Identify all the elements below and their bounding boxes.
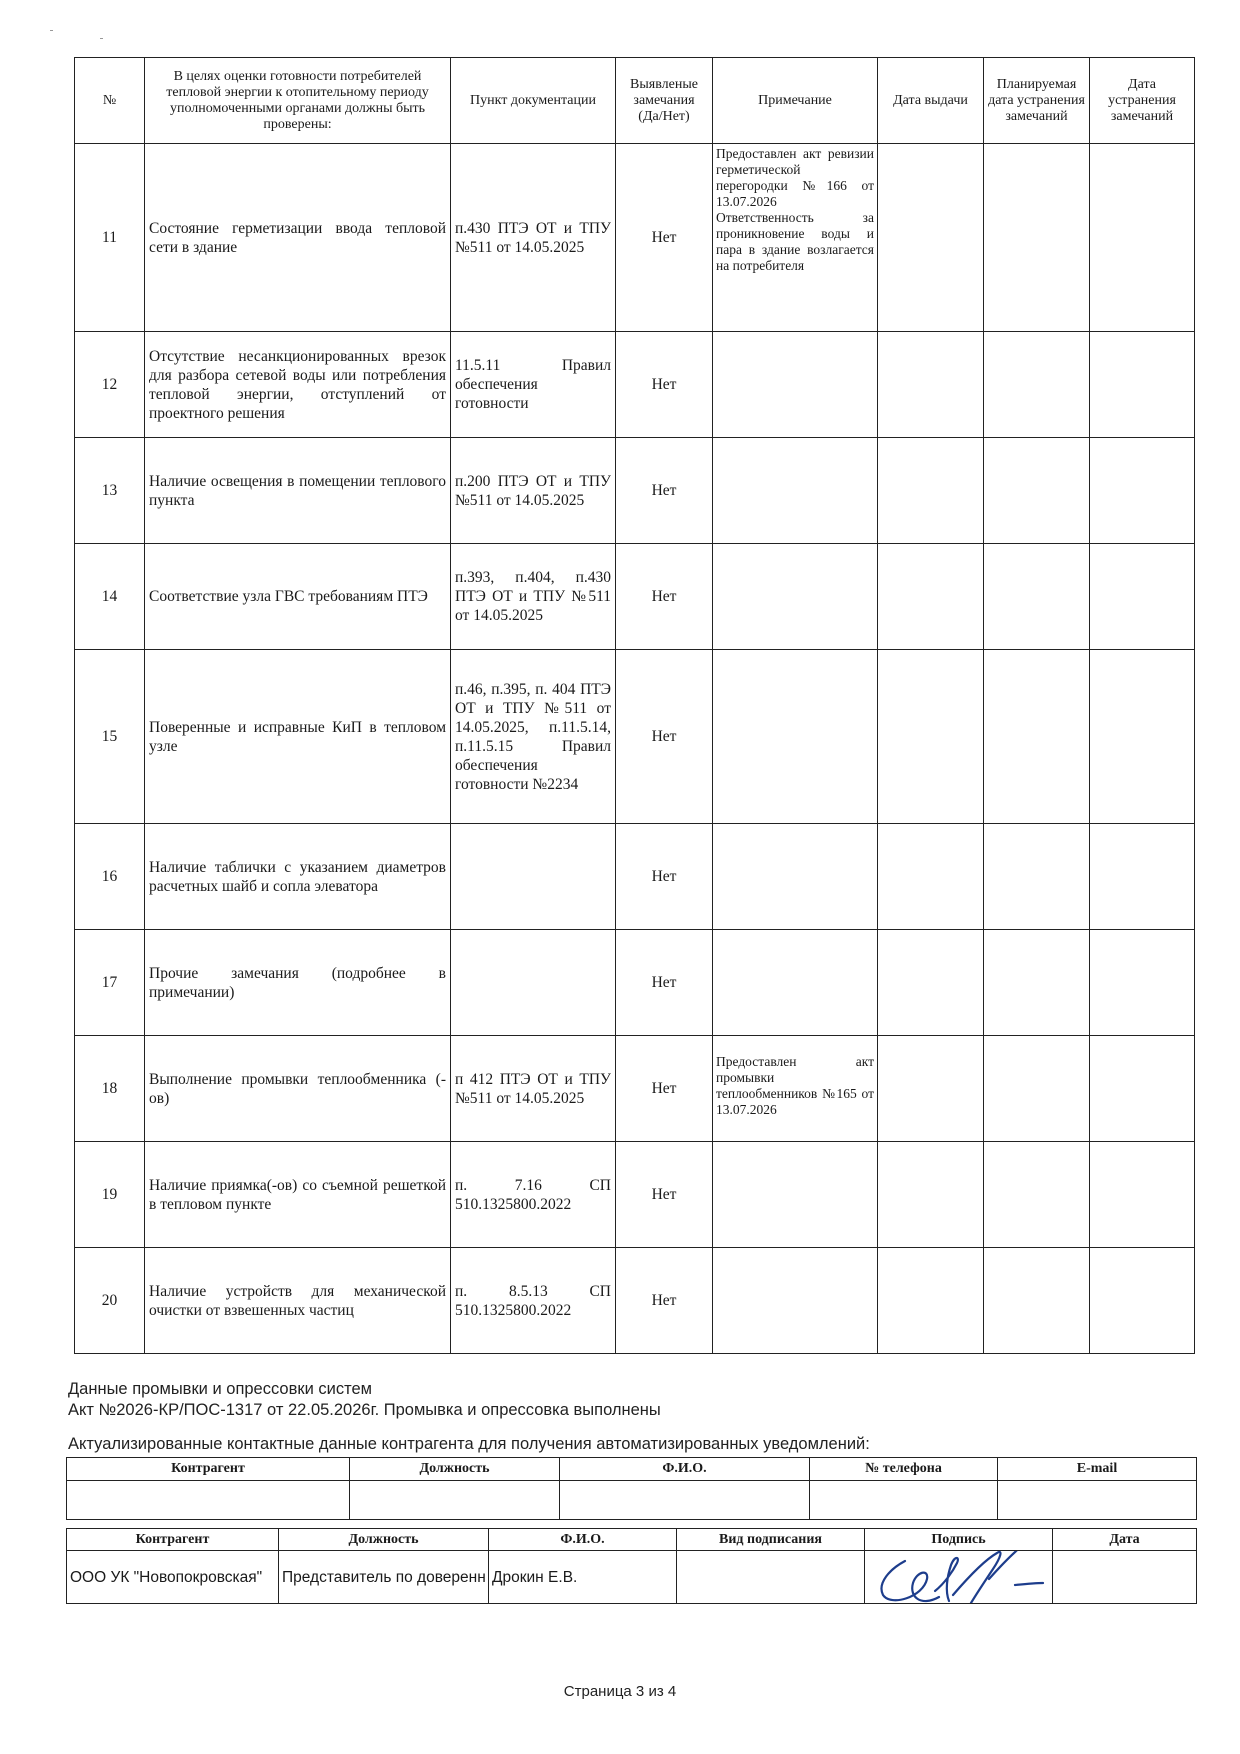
row-num: 18 [75, 1036, 145, 1142]
row-found: Нет [616, 544, 713, 650]
contacts-email-cell [998, 1481, 1197, 1520]
row-planned-date [984, 144, 1090, 332]
row-issue-date [878, 930, 984, 1036]
row-ref: п.200 ПТЭ ОТ и ТПУ №511 от 14.05.2025 [451, 438, 616, 544]
row-issue-date [878, 1248, 984, 1354]
row-num: 19 [75, 1142, 145, 1248]
row-note [713, 544, 878, 650]
page-number: Страница 3 из 4 [563, 1683, 677, 1700]
row-found: Нет [616, 332, 713, 438]
table-row [75, 824, 1195, 930]
row-fixed-date [1090, 824, 1195, 930]
contacts-name-cell [560, 1481, 810, 1520]
signatures-table [66, 1528, 1197, 1604]
row-planned-date [984, 1036, 1090, 1142]
row-num: 20 [75, 1248, 145, 1354]
table-row [75, 930, 1195, 1036]
row-check: Прочие замечания (подробнее в примечании) [145, 930, 451, 1036]
contacts-counterparty-cell [67, 1481, 350, 1520]
row-note [713, 824, 878, 930]
table-row [75, 144, 1195, 332]
row-ref: п. 7.16 СП 510.1325800.2022 [451, 1142, 616, 1248]
contacts-header-email: E-mail [998, 1458, 1197, 1481]
sign-type-cell [677, 1551, 865, 1604]
sign-header-position: Должность [279, 1529, 489, 1551]
row-found: Нет [616, 144, 713, 332]
signatures-header-row [67, 1529, 1197, 1551]
flush-info-title: Данные промывки и опрессовки систем [68, 1380, 372, 1398]
row-issue-date [878, 650, 984, 824]
row-issue-date [878, 1036, 984, 1142]
row-num: 13 [75, 438, 145, 544]
row-fixed-date [1090, 1036, 1195, 1142]
row-note [713, 332, 878, 438]
row-num: 16 [75, 824, 145, 930]
row-planned-date [984, 1248, 1090, 1354]
row-found: Нет [616, 1248, 713, 1354]
row-issue-date [878, 824, 984, 930]
header-note: Примечание [713, 58, 878, 144]
row-found: Нет [616, 824, 713, 930]
row-fixed-date [1090, 1142, 1195, 1248]
row-fixed-date [1090, 930, 1195, 1036]
contacts-title: Актуализированные контактные данные контрагента для получения автоматизированных уведомлений: [68, 1435, 870, 1453]
scan-speck [100, 38, 103, 39]
row-ref: п.430 ПТЭ ОТ и ТПУ №511 от 14.05.2025 [451, 144, 616, 332]
row-check: Выполнение промывки теплообменника (-ов) [145, 1036, 451, 1142]
readiness-checklist-table [74, 57, 1195, 1354]
row-found: Нет [616, 1142, 713, 1248]
contacts-header-phone: № телефона [810, 1458, 998, 1481]
row-planned-date [984, 438, 1090, 544]
table-header-row [75, 58, 1195, 144]
row-ref: п. 8.5.13 СП 510.1325800.2022 [451, 1248, 616, 1354]
sign-date-cell [1053, 1551, 1197, 1604]
sign-position-cell: Представитель по доверенн [279, 1551, 489, 1604]
row-fixed-date [1090, 438, 1195, 544]
sign-header-signature: Подпись [865, 1529, 1053, 1551]
row-check: Поверенные и исправные КиП в тепловом узле [145, 650, 451, 824]
signature-cell [865, 1551, 1053, 1604]
table-row [75, 1248, 1195, 1354]
contacts-table [66, 1457, 1197, 1520]
row-num: 17 [75, 930, 145, 1036]
row-ref [451, 824, 616, 930]
row-planned-date [984, 824, 1090, 930]
row-issue-date [878, 144, 984, 332]
signatures-row [67, 1551, 1197, 1604]
sign-header-name: Ф.И.О. [489, 1529, 677, 1551]
row-fixed-date [1090, 650, 1195, 824]
row-note [713, 930, 878, 1036]
row-num: 15 [75, 650, 145, 824]
row-check: Наличие устройств для механической очистки от взвешенных частиц [145, 1248, 451, 1354]
sign-name-cell: Дрокин Е.В. [489, 1551, 677, 1604]
row-note [713, 650, 878, 824]
row-found: Нет [616, 930, 713, 1036]
row-planned-date [984, 650, 1090, 824]
row-found: Нет [616, 438, 713, 544]
row-note: Предоставлен акт промывки теплообменников №165 от 13.07.2026 [713, 1036, 878, 1142]
row-ref [451, 930, 616, 1036]
row-issue-date [878, 438, 984, 544]
row-found: Нет [616, 650, 713, 824]
contacts-phone-cell [810, 1481, 998, 1520]
contacts-position-cell [350, 1481, 560, 1520]
row-check: Состояние герметизации ввода тепловой сети в здание [145, 144, 451, 332]
table-row [75, 438, 1195, 544]
row-issue-date [878, 1142, 984, 1248]
header-issue-date: Дата выдачи [878, 58, 984, 144]
contacts-row [67, 1481, 1197, 1520]
table-row [75, 650, 1195, 824]
table-row [75, 544, 1195, 650]
scan-speck [50, 30, 53, 31]
header-num: № [75, 58, 145, 144]
row-ref: п.46, п.395, п. 404 ПТЭ ОТ и ТПУ №511 от 14.05.2025, п.11.5.14, п.11.5.15 Правил обеспечения готовности №2234 [451, 650, 616, 824]
row-num: 14 [75, 544, 145, 650]
row-check: Соответствие узла ГВС требованиям ПТЭ [145, 544, 451, 650]
row-note: Предоставлен акт ревизии герметической перегородки №166 от 13.07.2026 Ответственность за проникновение воды и пара в здание возлагается на потребителя [713, 144, 878, 332]
row-check: Наличие приямка(-ов) со съемной решеткой в тепловом пункте [145, 1142, 451, 1248]
row-planned-date [984, 1142, 1090, 1248]
table-row [75, 1036, 1195, 1142]
header-ref: Пункт документации [451, 58, 616, 144]
row-planned-date [984, 332, 1090, 438]
row-ref: 11.5.11 Правил обеспечения готовности [451, 332, 616, 438]
row-note [713, 1142, 878, 1248]
row-ref: п.393, п.404, п.430 ПТЭ ОТ и ТПУ №511 от 14.05.2025 [451, 544, 616, 650]
sign-company-cell: ООО УК "Новопокровская" [67, 1551, 279, 1604]
row-found: Нет [616, 1036, 713, 1142]
row-check: Наличие освещения в помещении теплового пункта [145, 438, 451, 544]
row-fixed-date [1090, 544, 1195, 650]
sign-header-sign-type: Вид подписания [677, 1529, 865, 1551]
row-issue-date [878, 544, 984, 650]
sign-header-date: Дата [1053, 1529, 1197, 1551]
contacts-header-row [67, 1458, 1197, 1481]
header-found: Выявленые замечания (Да/Нет) [616, 58, 713, 144]
row-note [713, 438, 878, 544]
table-row [75, 332, 1195, 438]
row-check: Отсутствие несанкционированных врезок для разбора сетевой воды или потребления тепловой энергии, отступлений от проектного решения [145, 332, 451, 438]
header-fixed-date: Дата устранения замечаний [1090, 58, 1195, 144]
contacts-header-counterparty: Контрагент [67, 1458, 350, 1481]
header-check: В целях оценки готовности потребителей тепловой энергии к отопительному периоду уполномоченными органами должны быть проверены: [145, 58, 451, 144]
row-num: 12 [75, 332, 145, 438]
sign-header-counterparty: Контрагент [67, 1529, 279, 1551]
row-fixed-date [1090, 332, 1195, 438]
row-planned-date [984, 930, 1090, 1036]
row-ref: п 412 ПТЭ ОТ и ТПУ №511 от 14.05.2025 [451, 1036, 616, 1142]
flush-info-act: Акт №2026-КР/ПОС-1317 от 22.05.2026г. Промывка и опрессовка выполнены [68, 1401, 661, 1419]
row-fixed-date [1090, 1248, 1195, 1354]
row-fixed-date [1090, 144, 1195, 332]
header-planned-date: Планируемая дата устранения замечаний [984, 58, 1090, 144]
table-row [75, 1142, 1195, 1248]
handwritten-signature [865, 1551, 1053, 1604]
row-check: Наличие таблички с указанием диаметров расчетных шайб и сопла элеватора [145, 824, 451, 930]
row-planned-date [984, 544, 1090, 650]
row-note [713, 1248, 878, 1354]
row-issue-date [878, 332, 984, 438]
row-num: 11 [75, 144, 145, 332]
contacts-header-position: Должность [350, 1458, 560, 1481]
contacts-header-name: Ф.И.О. [560, 1458, 810, 1481]
